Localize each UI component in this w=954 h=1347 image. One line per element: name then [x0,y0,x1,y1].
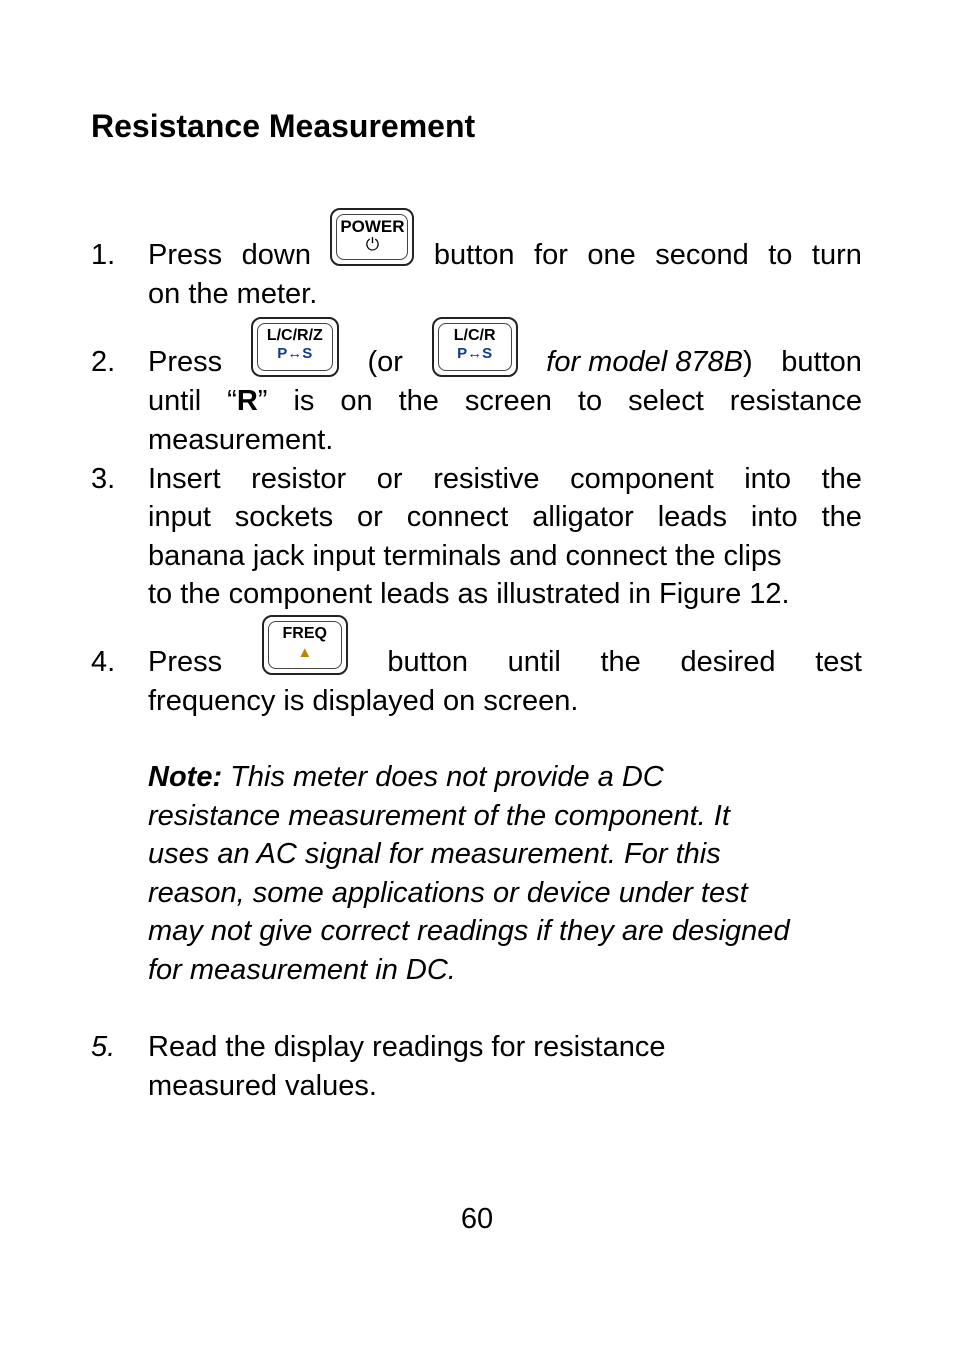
power-button-icon [330,217,414,274]
step-3-number: 3. [91,463,116,495]
freq-key-label: FREQ [282,625,327,642]
word: into [750,501,798,533]
word: the [821,463,862,495]
word: turn [811,239,862,271]
word: until [507,646,561,678]
note-label: Note: [148,761,223,793]
word: or [357,501,383,533]
step-3-line-1 [148,460,862,498]
step-4-number: 4. [91,646,116,678]
step-3-line-4: to the component leads as illustrated in Figure 12. [148,578,790,610]
word: connect [406,501,509,533]
word: resistor [251,463,347,495]
word: Press [148,646,223,678]
word: into [744,463,791,495]
page-title: Resistance Measurement [91,108,476,144]
word: until [148,385,202,417]
word: Insert [148,463,221,495]
note-line-4: reason, some applications or device under test [148,877,748,909]
step-2-line-3: measurement. [148,424,334,456]
word: button [781,346,862,378]
word: resistive [433,463,540,495]
ps-swap-icon: P↔S [457,345,493,362]
quote-open: “ [227,385,237,417]
word: (or [367,346,403,378]
power-symbol-icon: ⏻ [365,235,380,254]
step-1-line-2: on the meter. [148,278,318,310]
freq-button-icon [262,625,348,681]
triangle-up-icon: ▲ [297,644,313,661]
word: sockets [234,501,334,533]
lcrz-key-label: L/C/R/Z [266,327,323,344]
step-2-line-1 [148,327,862,381]
note-text: This meter does not provide a DC [222,761,664,793]
lcr-key-label: L/C/R [453,327,496,344]
word: button [433,239,515,271]
word: the [600,646,641,678]
word: the [821,501,862,533]
word: input [148,501,211,533]
step-2-line-2 [148,382,862,420]
word: leads [657,501,728,533]
word: the [398,385,439,417]
word: one [587,239,636,271]
word: or [376,463,403,495]
word: button [387,646,469,678]
word: Press [148,346,223,378]
step-4-line-1 [148,625,862,681]
step-3-line-3: banana jack input terminals and connect the clips [148,540,782,572]
note-line-5: may not give correct readings if they are designed [148,915,790,947]
ps-swap-icon: P↔S [277,345,313,362]
word: to [768,239,793,271]
word: down [241,239,311,271]
note-line-2: resistance measurement of the component. It [148,800,730,832]
note-line-6: for measurement in DC. [148,954,456,986]
word: for [534,239,568,271]
model-note: for model 878B [546,346,743,378]
word: is [293,385,315,417]
word: second [655,239,749,271]
note-line-3: uses an AC signal for measurement. For this [148,838,721,870]
step-5-line-2: measured values. [148,1070,377,1102]
word: resistance [729,385,862,417]
word: test [815,646,862,678]
word: screen [464,385,552,417]
word: component [570,463,714,495]
quote-close: ” [257,385,268,417]
word: desired [680,646,776,678]
word: Press [148,239,223,271]
word: ) [742,346,753,378]
step-5-number: 5. [91,1031,116,1063]
step-5-line-1: Read the display readings for resistance [148,1031,666,1063]
lcr-button-icon [432,327,518,381]
step-1-line-1 [148,217,862,274]
word: to [577,385,603,417]
word: on [340,385,373,417]
step-3-line-2 [148,498,862,536]
step-4-line-2: frequency is displayed on screen. [148,685,579,717]
step-1-number: 1. [91,239,116,271]
power-key-label: POWER [340,217,405,236]
word: alligator [532,501,634,533]
lcrz-button-icon [251,327,339,381]
note-line-1 [148,758,862,797]
page-number: 60 [460,1203,494,1235]
word: select [628,385,704,417]
r-symbol: R [236,385,258,417]
step-2-number: 2. [91,346,116,378]
